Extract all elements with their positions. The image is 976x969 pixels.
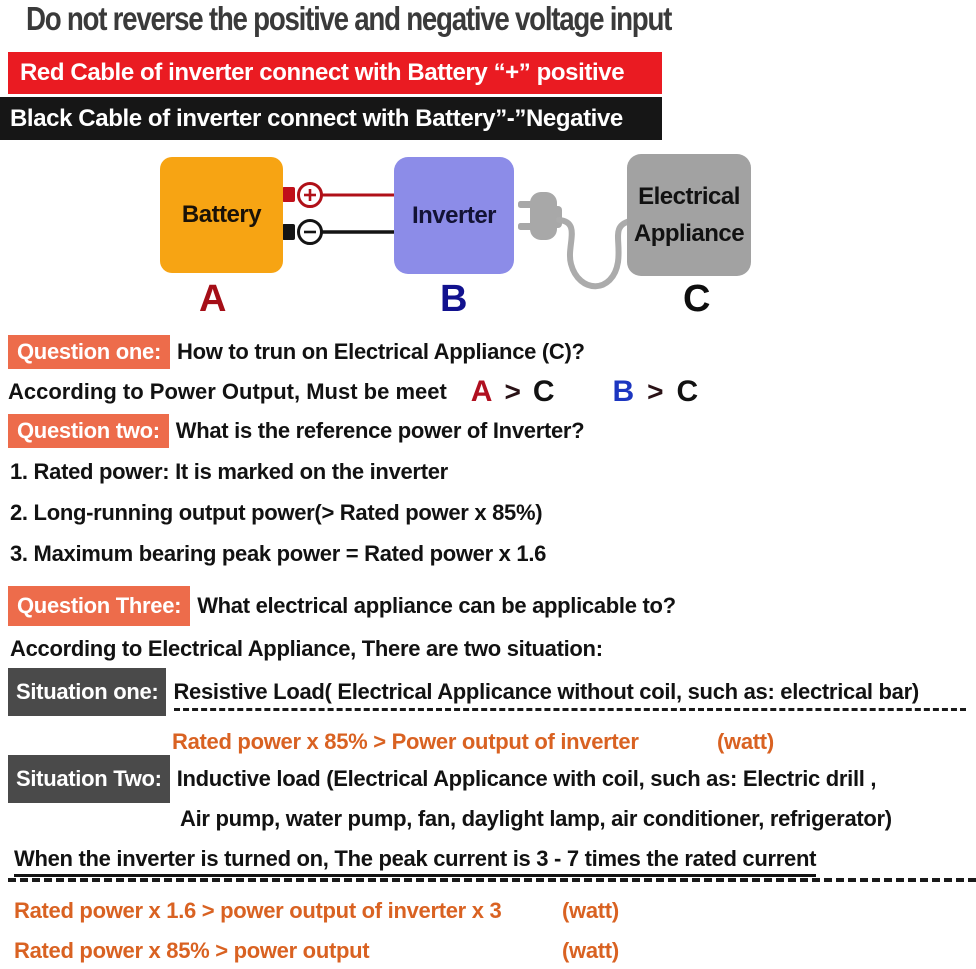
black-cable-banner: Black Cable of inverter connect with Battery”-”Negative (0, 97, 662, 140)
list-item: 1. Rated power: It is marked on the inverter (10, 459, 448, 484)
peak-current-warning (14, 846, 816, 872)
footer-formula-row (14, 938, 814, 964)
greater-than-sign: > (647, 376, 664, 407)
question-two-badge: Question two: (8, 414, 169, 448)
condition-letter-c2: C (676, 375, 699, 408)
question-three-badge: Question Three: (8, 586, 190, 626)
situation-two-text-line1: Inductive load (Electrical Applicance with coil, such as: Electric drill , (176, 766, 877, 791)
battery-box (160, 157, 283, 273)
formula-text: Rated power x 1.6 > power output of inverter x 3 (14, 898, 502, 923)
formula-text: Rated power x 85% > Power output of inverter (172, 729, 639, 754)
situation-one-formula-row (172, 729, 872, 755)
condition-letter-b: B (612, 375, 635, 408)
battery-label: Battery (181, 201, 262, 228)
page-title: Do not reverse the positive and negative voltage input (26, 0, 672, 37)
situation-one-badge: Situation one: (8, 668, 166, 716)
condition-letter-a: A (470, 375, 493, 408)
plug-icon (518, 192, 562, 240)
positive-terminal-icon (282, 187, 295, 202)
peak-current-warning-text: When the inverter is turned on, The peak current is 3 - 7 times the rated current (14, 846, 816, 877)
condition-prefix: According to Power Output, Must be meet (8, 379, 447, 404)
appliance-box (627, 154, 751, 276)
label-B: B (440, 278, 468, 320)
question-one-row (8, 335, 585, 369)
question-two-text: What is the reference power of Inverter? (175, 418, 585, 443)
red-cable-banner: Red Cable of inverter connect with Battery “+” positive (8, 52, 662, 94)
question-three-intro: According to Electrical Appliance, There are two situation: (10, 636, 603, 661)
condition-letter-c1: C (532, 375, 555, 408)
label-C: C (683, 278, 711, 320)
dashed-underline (174, 708, 966, 711)
formula-text: Rated power x 85% > power output (14, 938, 370, 963)
question-three-text: What electrical appliance can be applicable to? (197, 593, 676, 618)
question-one-text: How to trun on Electrical Appliance (C)? (177, 339, 585, 364)
power-cord (559, 220, 636, 286)
question-three-row (8, 586, 676, 626)
dashed-divider (8, 878, 976, 882)
list-item: 3. Maximum bearing peak power = Rated power x 1.6 (10, 541, 547, 566)
formula-unit: (watt) (562, 898, 619, 923)
question-two-row (8, 414, 584, 448)
negative-terminal-icon (282, 224, 295, 240)
power-condition-row (8, 377, 698, 407)
situation-two-badge: Situation Two: (8, 755, 170, 803)
question-one-badge: Question one: (8, 335, 170, 369)
appliance-label-line1: Electrical (638, 182, 740, 210)
plus-symbol-icon (299, 184, 322, 207)
list-item: 2. Long-running output power(> Rated power x 85%) (10, 500, 543, 525)
situation-one-text: Resistive Load( Electrical Applicance without coil, such as: electrical bar) (173, 679, 919, 704)
situation-two-row (8, 755, 876, 803)
minus-symbol-icon (299, 221, 322, 244)
formula-unit: (watt) (717, 729, 774, 754)
footer-formula-row (14, 898, 814, 924)
greater-than-sign: > (504, 376, 521, 407)
appliance-label-line2: Appliance (633, 220, 745, 247)
label-A: A (199, 278, 227, 320)
inverter-label: Inverter (411, 201, 497, 229)
inverter-box (394, 157, 514, 274)
formula-unit: (watt) (562, 938, 619, 963)
situation-two-text-line2: Air pump, water pump, fan, daylight lamp, air conditioner, refrigerator) (180, 806, 892, 831)
